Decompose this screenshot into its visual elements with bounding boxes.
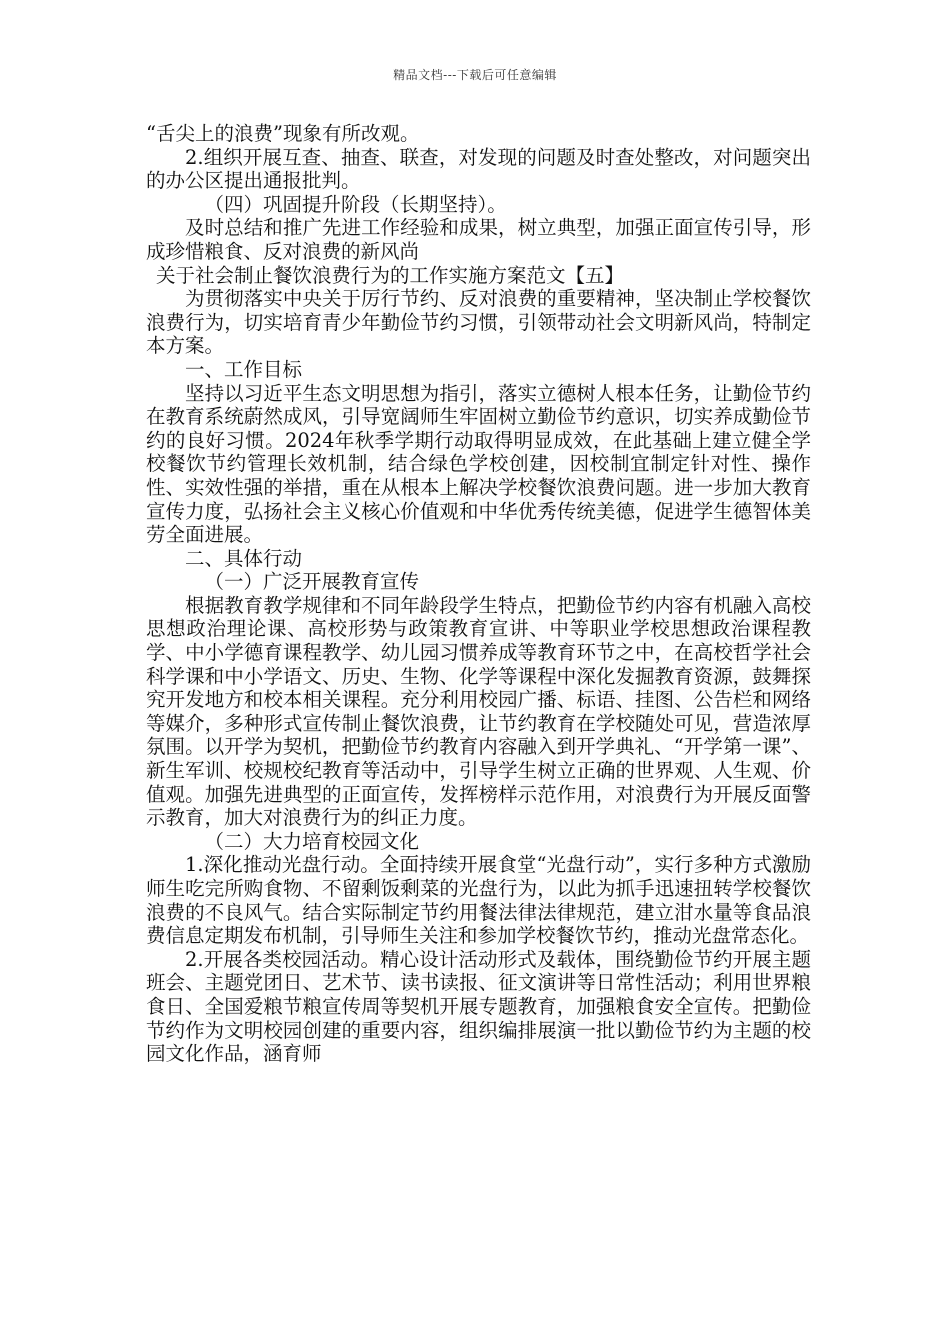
document-title: 关于社会制止餐饮浪费行为的工作实施方案范文【五】 bbox=[156, 263, 625, 287]
subsection-heading: （一）广泛开展教育宣传 bbox=[204, 570, 420, 594]
paragraph: 坚持以习近平生态文明思想为指引，落实立德树人根本任务，让勤俭节约在教育系统蔚然成风，引导宽阔师生牢固树立勤俭节约意识，切实养成勤俭节约的良好习惯。2024年秋季学期行动取得明显成效，在此基础上建立健全学校餐饮节约管理长效机制，结合绿色学校创建，因校制宜制定针对性、操作性、实效性强的举措，重在从根本上解决学校餐饮浪费问题。进一步加大教育宣传力度，弘扬社会主义核心价值观和中华优秀传统美德，促进学生德智体美劳全面进展。 bbox=[146, 381, 811, 547]
page-header: 精品文档---下载后可任意编辑 bbox=[393, 68, 557, 82]
paragraph: 为贯彻落实中央关于厉行节约、反对浪费的重要精神，坚决制止学校餐饮浪费行为，切实培育青少年勤俭节约习惯，引领带动社会文明新风尚，特制定本方案。 bbox=[146, 287, 811, 358]
section-heading: （四）巩固提升阶段（长期坚持）。 bbox=[204, 192, 507, 216]
section-heading: 一、工作目标 bbox=[185, 357, 303, 381]
paragraph: “舌尖上的浪费”现象有所改观。 bbox=[146, 122, 420, 145]
section-heading: 二、具体行动 bbox=[185, 546, 303, 570]
paragraph: 及时总结和推广先进工作经验和成果，树立典型，加强正面宣传引导，形成珍惜粮食、反对浪费的新风尚 bbox=[146, 216, 811, 263]
paragraph: 2.组织开展互查、抽查、联查，对发现的问题及时查处整改，对问题突出的办公区提出通报批判。 bbox=[146, 145, 811, 193]
document-body bbox=[146, 122, 811, 1066]
paragraph: 1.深化推动光盘行动。全面持续开展食堂“光盘行动”，实行多种方式激励师生吃完所购食物、不留剩饭剩菜的光盘行为，以此为抓手迅速扭转学校餐饮浪费的不良风气。结合实际制定节约用餐法律法律规范，建立泔水量等食品浪费信息定期发布机制，引导师生关注和参加学校餐饮节约，推动光盘常态化。 bbox=[146, 853, 811, 948]
paragraph: 2.开展各类校园活动。精心设计活动形式及载体，围绕勤俭节约开展主题班会、主题党团日、艺术节、读书读报、征文演讲等日常性活动；利用世界粮食日、全国爱粮节粮宣传周等契机开展专题教育，加强粮食安全宣传。把勤俭节约作为文明校园创建的重要内容，组织编排展演一批以勤俭节约为主题的校园文化作品，涵育师 bbox=[146, 947, 811, 1066]
subsection-heading: （二）大力培育校园文化 bbox=[204, 829, 420, 853]
paragraph: 根据教育教学规律和不同年龄段学生特点，把勤俭节约内容有机融入高校思想政治理论课、高校形势与政策教育宣讲、中等职业学校思想政治课程教学、中小学德育课程教学、幼儿园习惯养成等教育环节之中，在高校哲学社会科学课和中小学语文、历史、生物、化学等课程中深化发掘教育资源，鼓舞探究开发地方和校本相关课程。充分利用校园广播、标语、挂图、公告栏和网络等媒介，多种形式宣传制止餐饮浪费，让节约教育在学校随处可见，营造浓厚氛围。以开学为契机，把勤俭节约教育内容融入到开学典礼、“开学第一课”、新生军训、校规校纪教育等活动中，引导学生树立正确的世界观、人生观、价值观。加强先进典型的正面宣传，发挥榜样示范作用，对浪费行为开展反面警示教育，加大对浪费行为的纠正力度。 bbox=[146, 593, 811, 830]
